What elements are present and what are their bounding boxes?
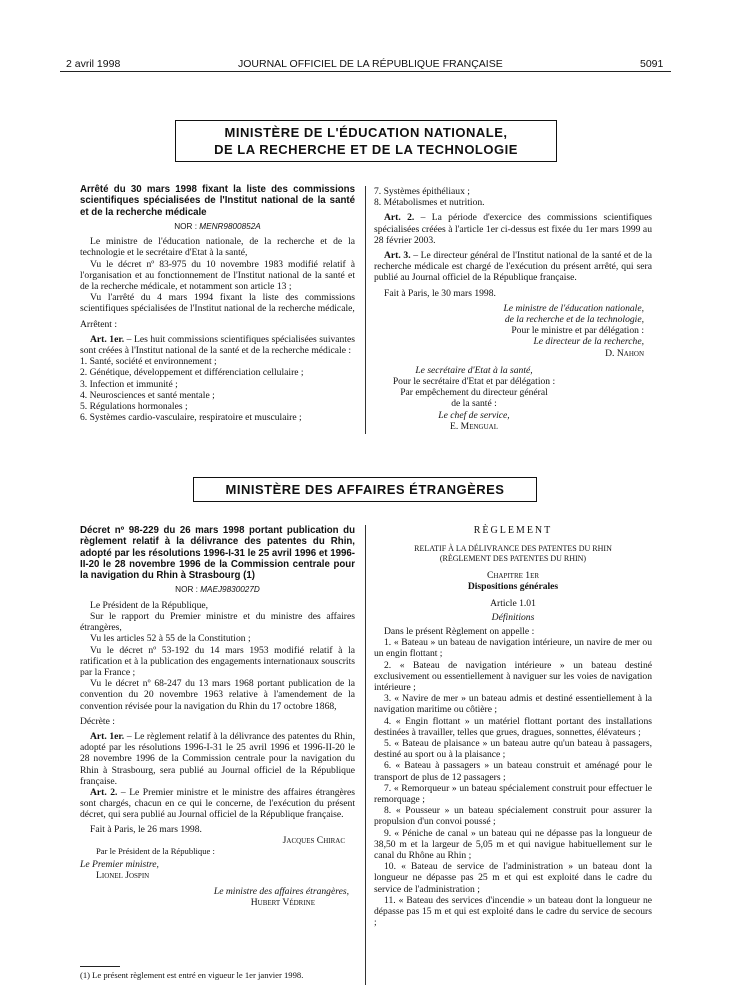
reglement-subtitle2: (RÈGLEMENT DES PATENTES DU RHIN) <box>439 554 587 564</box>
list-item: 3. Infection et immunité ; <box>80 378 178 390</box>
decret-sig-pm-name: Lionel Jospin <box>96 870 150 882</box>
decret-p3: Vu les articles 52 à 55 de la Constitution ; <box>90 633 251 645</box>
ministry-education-line2: DE LA RECHERCHE ET DE LA TECHNOLOGIE <box>214 142 518 157</box>
sig1-line3: Pour le ministre et par délégation : <box>511 325 644 337</box>
ministry-education-line1: MINISTÈRE DE L'ÉDUCATION NATIONALE, <box>224 125 508 140</box>
definition-item: 8. « Pousseur » un bateau spécialement construit pour assurer la propulsion d'un convoi poussé ; <box>374 805 652 828</box>
arrete-fait: Fait à Paris, le 30 mars 1998. <box>384 287 496 299</box>
reglement-article: Article 1.01 <box>490 597 536 609</box>
arrete-art3: Art. 3. – Le directeur général de l'Institut national de la santé et de la recherche médicale est chargé de l'exécution du présent arrêté, qui sera publié au Journal officiel de la République française. <box>374 250 652 284</box>
decret-sig-mae-name: Hubert Védrine <box>250 896 315 908</box>
sig2-line2: Pour le secrétaire d'Etat et par délégation : <box>392 376 556 388</box>
decret-art1: Art. 1er. – Le règlement relatif à la délivrance des patentes du Rhin, adopté par les résolutions 1996-I-31 le 25 avril 1996 et 1996-II-20 le 28 novembre 1996 de la Commission centrale pour la navigation du Rhin à Strasbourg, sera publié au Journal officiel de la République française. <box>80 730 355 787</box>
arrete-arretent: Arrêtent : <box>80 318 118 330</box>
sig2-line5: Le chef de service, <box>438 409 510 421</box>
definition-item: 3. « Navire de mer » un bateau admis et destiné essentiellement à la navigation maritime ou côtière ; <box>374 693 652 716</box>
column-divider-top <box>365 186 366 434</box>
decret-footnote: (1) Le présent règlement est entré en vigueur le 1er janvier 1998. <box>80 970 304 980</box>
sig1-name: D. Nahon <box>605 347 644 359</box>
decret-fait: Fait à Paris, le 26 mars 1998. <box>90 823 202 835</box>
list-item: 6. Systèmes cardio-vasculaire, respiratoire et musculaire ; <box>80 412 302 424</box>
sig2-line4: de la santé : <box>451 398 497 410</box>
definition-item: 5. « Bateau de plaisance » un bateau autre qu'un bateau à passagers, destiné au sport ou à la plaisance ; <box>374 738 652 761</box>
decret-p5: Vu le décret nº 68-247 du 13 mars 1968 portant publication de la convention du 20 novembre 1963 relative à l'amendement de la convention révisée pour la navigation du Rhin du 17 octobre 1868, <box>80 678 355 712</box>
definition-item: 10. « Bateau de service de l'administration » un bateau dont la longueur ne dépasse pas 25 m et qui est exploité dans le cadre du service de l'administration ; <box>374 861 652 895</box>
decret-p4: Vu le décret nº 53-192 du 14 mars 1953 modifié relatif à la ratification et à la publication des engagements internationaux souscrits par la France ; <box>80 644 355 678</box>
decret-title: Décret nº 98-229 du 26 mars 1998 portant publication du règlement relatif à la délivrance des patentes du Rhin, adopté par les résolutions 1996-I-31 le 25 avril 1996 et 1996-II-20 le 28 novembre 1996 de la Commission centrale pour la navigation du Rhin à Strasbourg (1) <box>80 525 355 582</box>
definition-item: 9. « Péniche de canal » un bateau qui ne dépasse pas la longueur de 38,50 m et la largeur de 5,05 m et qui navigue habituellement sur le canal du Rhône au Rhin ; <box>374 827 652 862</box>
sig1-line1: Le ministre de l'éducation nationale, <box>503 302 644 314</box>
decret-sig-pm: Le Premier ministre, <box>80 859 159 871</box>
decret-art2: Art. 2. – Le Premier ministre et le ministre des affaires étrangères sont chargés, chacun en ce qui le concerne, de l'exécution du présent décret, qui sera publié au Journal officiel de la République française. <box>80 786 355 821</box>
reglement-definitions: Définitions <box>491 611 535 623</box>
decret-p2: Sur le rapport du Premier ministre et du ministre des affaires étrangères, <box>80 610 355 634</box>
ministry-education-box <box>175 120 557 162</box>
decret-left-column <box>80 525 355 908</box>
reglement-column <box>374 525 652 929</box>
arrete-art1: Art. 1er. – Les huit commissions scientifiques spécialisées suivantes sont créées à l'Institut national de la santé et de la recherche médicale : <box>80 333 355 356</box>
definition-item: 7. « Remorqueur » un bateau spécialement construit pour effectuer le remorquage ; <box>374 782 652 806</box>
list-item: 2. Génétique, développement et différenciation cellulaire ; <box>80 367 304 379</box>
sig1-line4: Le directeur de la recherche, <box>533 336 644 348</box>
decret-sig-president: Jacques Chirac <box>282 834 345 846</box>
arrete-p1: Le ministre de l'éducation nationale, de la recherche et de la technologie et le secrétaire d'Etat à la santé, <box>80 236 355 259</box>
list-item: 1. Santé, société et environnement ; <box>80 356 217 368</box>
definition-item: 11. « Bateau des services d'incendie » un bateau dont la longueur ne dépasse pas 15 m et qui est exploité dans le cadre du service de secours ; <box>374 894 652 929</box>
reglement-title: RÈGLEMENT <box>473 525 553 536</box>
footnote-rule <box>80 966 120 967</box>
definition-item: 1. « Bateau » un bateau de navigation intérieure, un navire de mer ou un engin flottant ; <box>374 637 652 660</box>
header-journal: JOURNAL OFFICIEL DE LA RÉPUBLIQUE FRANÇAISE <box>238 58 503 70</box>
arrete-p3: Vu l'arrêté du 4 mars 1994 fixant la liste des commissions scientifiques spécialisées de l'Institut national de la recherche médicale, <box>80 292 355 315</box>
arrete-left-column <box>80 184 355 423</box>
ministry-foreign-affairs-box <box>193 477 537 502</box>
header-page-number: 5091 <box>640 58 664 70</box>
header-rule <box>60 71 671 72</box>
reglement-subtitle1: RELATIF À LA DÉLIVRANCE DES PATENTES DU RHIN <box>414 544 612 554</box>
decret-decrete: Décrète : <box>80 715 115 727</box>
arrete-art2: Art. 2. – La période d'exercice des commissions scientifiques spécialisées créées à l'article 1er ci-dessus est fixée du 1er mars 1999 au 28 février 2003. <box>374 212 653 246</box>
sig2-name: E. Mengual <box>450 420 498 432</box>
sig2-line1: Le secrétaire d'Etat à la santé, <box>415 364 533 376</box>
decret-nor: NOR : MAEJ9830027D <box>175 585 260 595</box>
sig1-line2: de la recherche et de la technologie, <box>504 314 644 326</box>
reglement-dispositions: Dispositions générales <box>467 581 559 593</box>
list-item: 5. Régulations hormonales ; <box>80 400 188 412</box>
header-date: 2 avril 1998 <box>66 58 121 70</box>
list-item: 8. Métabolismes et nutrition. <box>374 197 485 209</box>
sig2-line3: Par empêchement du directeur général <box>400 387 548 399</box>
ministry-foreign-affairs-line1: MINISTÈRE DES AFFAIRES ÉTRANGÈRES <box>225 482 505 497</box>
decret-sig-mae: Le ministre des affaires étrangères, <box>213 885 349 897</box>
list-item: 7. Systèmes épithéliaux ; <box>374 186 470 197</box>
decret-p1: Le Président de la République, <box>90 599 209 611</box>
arrete-nor: NOR : MENR9800852A <box>174 221 261 231</box>
arrete-right-column <box>374 186 652 432</box>
decret-sig-par: Par le Président de la République : <box>96 845 215 856</box>
arrete-title: Arrêté du 30 mars 1998 fixant la liste des commissions scientifiques spécialisées de l'Institut national de la santé et de la recherche médicale <box>80 184 355 218</box>
list-item: 4. Neurosciences et santé mentale ; <box>80 389 215 401</box>
definition-item: 4. « Engin flottant » un matériel flottant portant des installations destinées à travailler, telles que grues, dragues, sonnettes, élévateurs ; <box>374 715 652 738</box>
reglement-intro: Dans le présent Règlement on appelle : <box>384 626 535 638</box>
definition-item: 6. « Bateau à passagers » un bateau construit et aménagé pour le transport de plus de 12 passagers ; <box>374 760 652 783</box>
arrete-p2: Vu le décret nº 83-975 du 10 novembre 1983 modifié relatif à l'organisation et au fonctionnement de l'Institut national de la santé et de la recherche médicale, et notamment son article 13 ; <box>80 258 355 292</box>
definition-item: 2. « Bateau de navigation intérieure » un bateau destiné exclusivement ou essentiellement à naviguer sur les voies de navigation intérieure ; <box>374 659 652 694</box>
reglement-chapitre: Chapitre 1er <box>486 570 540 582</box>
column-divider-bottom <box>365 525 366 985</box>
